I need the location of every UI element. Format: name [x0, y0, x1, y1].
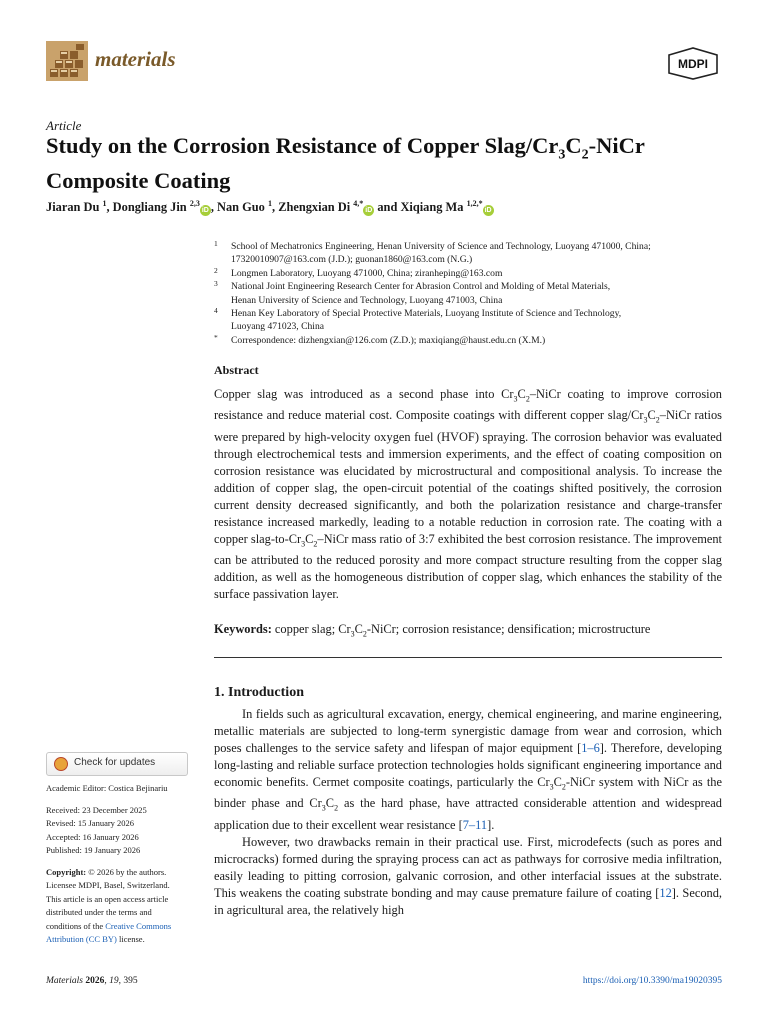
copyright-line-2: Licensee MDPI, Basel, Switzerland.: [46, 880, 170, 890]
copyright-line-1: Copyright: © 2026 by the authors.: [46, 866, 167, 877]
citation-link[interactable]: 1–6: [581, 741, 600, 755]
intro-paragraph-1: In fields such as agricultural excavation, energy, chemical engineering, and marine engineering, metallic materials are subjected to long-term synergistic damage from wear and corrosion, which poses challenges to the service safety and lifespan of major equipment [1–6]. Therefore, developing long-lasting and reliable surface protection technologies holds significant engineering importance and economic benefits. Cermet composite coatings, particularly the $Cr_3C_2$-NiCr system with NiCr as the binder phase and $Cr_3C_2$ as the hard phase, have attracted considerable attention and widespread application due to their excellent wear resistance [7–11].: [214, 707, 722, 832]
author-name: Dongliang Jin: [112, 200, 187, 215]
subscript: 3: [549, 782, 554, 792]
affiliation-mark: 4: [214, 306, 218, 316]
affiliations: [214, 240, 724, 347]
affiliation-item: [214, 267, 724, 280]
affiliation-line: Longmen Laboratory, Luoyang 471000, China; ziranheping@163.com: [231, 267, 503, 279]
author-name: Zhengxian Di: [278, 200, 351, 215]
subscript: 3: [321, 803, 326, 813]
author-affiliation-mark: 1: [267, 199, 272, 208]
affiliation-line: National Joint Engineering Research Center for Abrasion Control and Molding of Metal Materials,: [231, 281, 611, 293]
article-info-sidebar: [46, 782, 206, 947]
article-title: Study on the Corrosion Resistance of Copper Slag/$Cr_3C_2$-NiCr Composite Coating: [46, 133, 645, 193]
license-link-2[interactable]: Attribution (CC BY): [46, 934, 117, 944]
subscript: 2: [334, 803, 339, 813]
affiliation-item: [214, 240, 724, 267]
footer-citation: Materials 2026, 19, 395: [46, 976, 138, 986]
affiliation-line: Luoyang 471023, China: [231, 321, 324, 333]
abstract-heading: Abstract: [214, 363, 259, 377]
check-for-updates-button[interactable]: [46, 752, 188, 776]
keywords-label: Keywords:: [214, 622, 272, 636]
subscript: 2: [525, 394, 530, 404]
subscript: 3: [513, 394, 518, 404]
date-accepted: Accepted: 16 January 2026: [46, 831, 139, 842]
keywords: [214, 622, 722, 638]
intro-paragraph-2: However, two drawbacks remain in their practical use. First, microdefects (such as pores and microcracks) formed during the spraying process can act as pathways for corrosive media infiltration, easily leading to pitting corrosion, galvanic corrosion, and other interfacial issues at the substrate. This weakens the coating substrate bonding and may cause premature failure of coating [12]. Second, in agricultural area, the relatively high: [214, 834, 722, 917]
doi-link[interactable]: https://doi.org/10.3390/ma19020395: [582, 976, 722, 986]
author-affiliation-mark: 1,2,*: [466, 199, 483, 208]
subscript: 3: [301, 539, 306, 549]
subscript: 2: [561, 782, 566, 792]
author-affiliation-mark: 4,*: [353, 199, 364, 208]
copyright-line-6: Attribution (CC BY) license.: [46, 934, 145, 944]
author-affiliation-mark: 1: [102, 199, 107, 208]
orcid-icon[interactable]: iD: [365, 207, 373, 215]
mdpi-logo: [665, 46, 721, 80]
affiliation-mark: 3: [214, 279, 218, 289]
author-name: Nan Guo: [217, 200, 265, 215]
orcid-icon[interactable]: iD: [484, 207, 492, 215]
mdpi-text: MDPI: [678, 57, 708, 71]
abstract-text: Copper slag was introduced as a second phase into $Cr_3C_2$–NiCr coating to improve corrosion resistance and reduce material cost. Composite coatings with different copper slag/$Cr_3C_2$–NiCr ratios were prepared by high-velocity oxygen fuel (HVOF) spraying. The corrosion behavior was evaluated through electrochemical tests and immersion experiments, and the effect of coating composition on corrosion resistance was elucidated by microstructural and compositional analysis. To increase the addition of copper slag, the open-circuit potential of the coatings shifted positively, the corrosion current density decreased significantly, and both the polarization resistance and charge-transfer resistance increased markedly, leading to a notable reduction in corrosion rate. The coating with a copper slag-$to-Cr_3C_2$–NiCr mass ratio of 3:7 exhibited the best corrosion resistance. The improvement can be attributed to the reduced porosity and more compact structure resulting from the copper slag addition, as well as the homogeneous distribution of copper slag, which enhances the stability of the surface passivation layer.: [214, 387, 723, 602]
date-published: Published: 19 January 2026: [46, 845, 141, 855]
subscript: 2: [313, 539, 318, 549]
subscript: 2: [362, 629, 367, 639]
article-type: Article: [46, 118, 82, 133]
author-affiliation-mark: 2,3: [189, 199, 200, 208]
affiliation-line: 17320010907@163.com (J.D.); guonan1860@163.com (N.G.): [231, 254, 473, 266]
affiliation-item: [214, 280, 724, 307]
date-received: Received: 23 December 2025: [46, 804, 147, 815]
affiliation-mark: 2: [214, 265, 218, 275]
affiliation-mark: 1: [214, 239, 218, 248]
updates-icon: [54, 757, 68, 771]
subscript: 3: [643, 415, 648, 425]
author-name: Jiaran Du: [46, 200, 100, 215]
orcid-icon[interactable]: iD: [201, 207, 209, 215]
copyright-line-4: distributed under the terms and: [46, 907, 152, 917]
affiliation-mark: *: [214, 332, 218, 342]
affiliation-line: Henan Key Laboratory of Special Protective Materials, Luoyang Institute of Science and Technology,: [231, 308, 622, 320]
copyright-line-5: conditions of the Creative Commons: [46, 920, 172, 931]
author-name: Xiqiang Ma: [400, 200, 464, 215]
copyright-line-3: This article is an open access article: [46, 893, 169, 904]
journal-name: materials: [95, 47, 176, 71]
check-for-updates-label: Check for updates: [74, 757, 156, 768]
subscript: 2: [655, 415, 660, 425]
introduction-body: [214, 706, 722, 919]
license-link[interactable]: Creative Commons: [105, 920, 172, 931]
affiliation-item: [214, 334, 724, 347]
section-divider: [214, 657, 722, 658]
date-revised: Revised: 15 January 2026: [46, 818, 135, 828]
author-list: Jiaran Du $^1$, Dongliang Jin $^{2,3}$iD , Nan Guo $^1$, Zhengxian Di $^{4,*}$iD and Xiqiang Ma $^{1,2,*}$iD: [46, 199, 492, 215]
academic-editor: Academic Editor: Costica Bejinariu: [46, 783, 168, 793]
journal-logo: [46, 41, 88, 81]
subscript: 3: [350, 629, 355, 639]
keywords-list: copper slag; $Cr_3C_2$-NiCr; corrosion resistance; densification; microstructure: [271, 622, 651, 639]
citation-link[interactable]: 12: [659, 885, 672, 900]
affiliation-line: Correspondence: dizhengxian@126.com (Z.D.); maxiqiang@haust.edu.cn (X.M.): [231, 334, 546, 346]
citation-link[interactable]: 7–11: [462, 817, 488, 832]
affiliation-item: [214, 307, 724, 334]
affiliation-line: School of Mechatronics Engineering, Henan University of Science and Technology, Luoyang 471000, China;: [231, 241, 651, 252]
affiliation-line: Henan University of Science and Technology, Luoyang 471003, China: [231, 294, 503, 306]
introduction-heading: 1. Introduction: [214, 685, 304, 700]
